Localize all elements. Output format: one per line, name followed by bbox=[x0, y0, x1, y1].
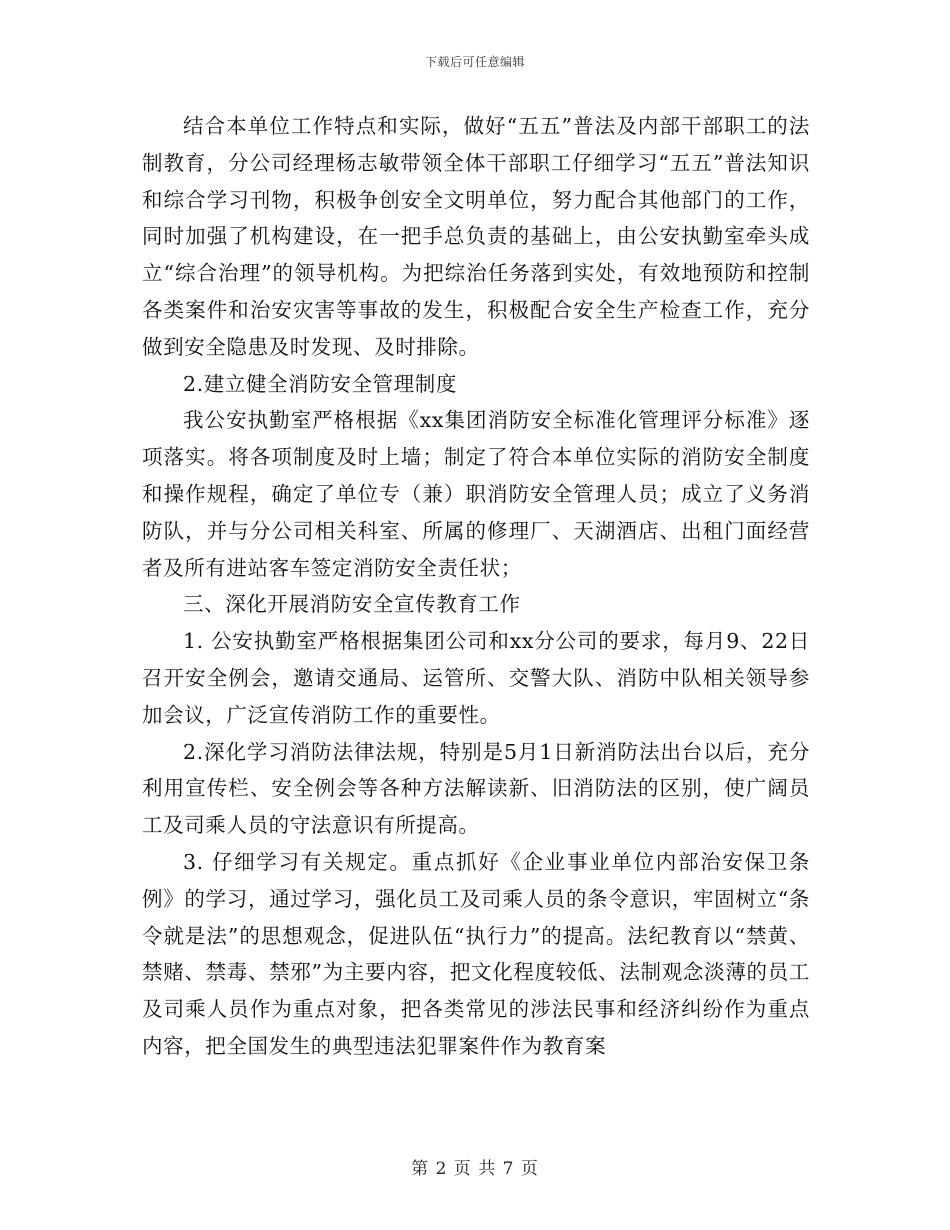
paragraph-item-2: 2.深化学习消防法律法规，特别是5月1日新消防法出台以后，充分利用宣传栏、安全例会等各种方法解读新、旧消防法的区别，使广阔员工及司乘人员的守法意识有所提高。 bbox=[142, 739, 810, 838]
page-header: 下载后可任意编辑 bbox=[424, 55, 525, 69]
paragraph-fire-safety-system: 我公安执勤室严格根据《xx集团消防安全标准化管理评分标准》逐项落实。将各项制度及时上墙；制定了符合本单位实际的消防安全制度和操作规程，确定了单位专（兼）职消防安全管理人员；成立了义务消防队，并与分公司相关科室、所属的修理厂、天湖酒店、出租门面经营者及所有进站客车签定消防安全责任状； bbox=[142, 408, 810, 580]
paragraph-item-3: 3. 仔细学习有关规定。重点抓好《企业事业单位内部治安保卫条例》的学习，通过学习，强化员工及司乘人员的条令意识，牢固树立“条令就是法”的思想观念，促进队伍“执行力”的提高。法纪教育以“禁黄、禁赌、禁毒、禁邪”为主要内容，把文化程度较低、法制观念淡薄的员工及司乘人员作为重点对象，把各类常见的涉法民事和经济纠纷作为重点内容，把全国发生的典型违法犯罪案件作为教育案 bbox=[142, 849, 810, 1058]
page-number-footer: 第 2 页 共 7 页 bbox=[411, 1159, 539, 1179]
paragraph-item-1: 1. 公安执勤室严格根据集团公司和xx分公司的要求，每月9、22日召开安全例会，邀请交通局、运管所、交警大队、消防中队相关领导参加会议，广泛宣传消防工作的重要性。 bbox=[142, 629, 810, 727]
heading-section-three: 三、深化开展消防安全宣传教育工作 bbox=[183, 592, 521, 617]
paragraph-comprehensive-governance: 结合本单位工作特点和实际，做好“五五”普法及内部干部职工的法制教育，分公司经理杨志敏带领全体干部职工仔细学习“五五”普法知识和综合学习刊物，积极争创安全文明单位，努力配合其他部门的工作，同时加强了机构建设，在一把手总负责的基础上，由公安执勤室牵头成立“综合治理”的领导机构。为把综治任务落到实处，有效地预防和控制各类案件和治安灾害等事故的发生，积极配合安全生产检查工作，充分做到安全隐患及时发现、及时排除。 bbox=[142, 114, 810, 359]
heading-fire-safety-system: 2.建立健全消防安全管理制度 bbox=[183, 371, 457, 396]
document-body bbox=[142, 108, 810, 1065]
